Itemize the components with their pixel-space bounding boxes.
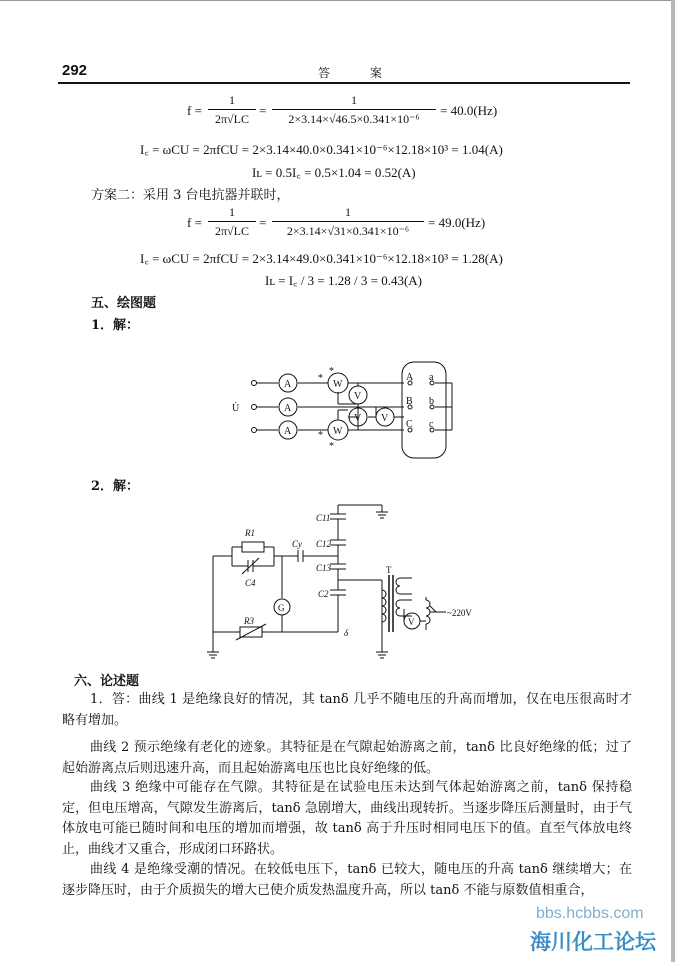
voltage-label: U̇ — [232, 403, 240, 414]
autotransformer-winding — [426, 600, 430, 624]
scheme2-f-frac2-num: 1 — [345, 205, 351, 219]
label-supply: ~220V — [447, 608, 472, 618]
label-cy: Cy — [292, 539, 302, 549]
polarity-mark: * — [329, 366, 334, 377]
paragraph-1: 1．答：曲线 1 是绝缘良好的情况，其 tanδ 几乎不随电压的升高而增加，仅在电压很高时才略有增加。 — [62, 692, 632, 728]
running-title: 答 案 — [318, 66, 400, 80]
section5-q2-label: 2．解： — [91, 479, 140, 494]
watermark-url: bbs.hcbbs.com — [536, 905, 644, 922]
resistor-r1 — [242, 542, 264, 552]
voltmeter-label: V — [354, 391, 362, 402]
section5-q1-label: 1．解： — [91, 318, 140, 333]
terminal-label-lower: c — [429, 419, 434, 430]
label-g: G — [278, 603, 285, 613]
label-v: V — [408, 617, 415, 627]
wattmeter-label: W — [333, 379, 343, 390]
label-r1: R1 — [245, 528, 255, 538]
polarity-mark: * — [329, 441, 334, 452]
scheme1-f-lhs: f = — [187, 103, 202, 118]
terminal-label-upper: A — [406, 372, 414, 383]
scheme1-f-frac1-den: 2π√LC — [215, 112, 249, 126]
section5-heading: 五、绘图题 — [91, 296, 157, 311]
scheme1-f-frac1-num: 1 — [229, 93, 235, 107]
label-delta: δ — [344, 628, 349, 638]
section6-heading: 六、论述题 — [74, 674, 140, 689]
label-c13: C13 — [316, 563, 332, 573]
scheme2-ic-equation: I꜀ = ωCU = 2πfCU = 2×3.14×49.0×0.341×10⁻⁶×12.18×10³ = 1.28(A) — [140, 251, 503, 266]
label-r3: R3 — [244, 616, 254, 626]
scheme1-il-equation: Iʟ = 0.5I꜀ = 0.5×1.04 = 0.52(A) — [252, 165, 416, 180]
scheme1-f-frac2-den: 2×3.14×√46.5×0.341×10⁻⁶ — [288, 112, 420, 126]
voltmeter-label: V — [354, 413, 362, 424]
equals-sign: = — [259, 103, 267, 118]
ammeter-label: A — [284, 379, 292, 390]
scheme2-f-lhs: f = — [187, 215, 202, 230]
scheme2-title: 方案二：采用 3 台电抗器并联时， — [91, 188, 290, 203]
polarity-mark: * — [318, 373, 323, 384]
equals-sign: = — [259, 215, 267, 230]
wattmeter-label: W — [333, 426, 343, 437]
page-number: 292 — [62, 62, 88, 79]
label-c2: C2 — [318, 589, 329, 599]
label-c4: C4 — [245, 578, 256, 588]
label-c11: C11 — [316, 513, 331, 523]
scheme2-il-equation: Iʟ = I꜀ / 3 = 1.28 / 3 = 0.43(A) — [265, 273, 423, 288]
scheme2-f-frac1-num: 1 — [229, 205, 235, 219]
ammeter-label: A — [284, 403, 292, 414]
scheme1-f-frac2-num: 1 — [351, 93, 357, 107]
scheme2-f-frac1-den: 2π√LC — [215, 224, 249, 238]
voltmeter-label: V — [381, 413, 389, 424]
polarity-mark: * — [318, 430, 323, 441]
paragraph-3: 曲线 3 绝缘中可能存在气隙。其特征是在试验电压未达到气体起始游离之前，tanδ 保持稳定，但电压增高，气隙发生游离后，tanδ 急剧增大，曲线出现转折。当逐步降压后测量时，由于气体放电可能已随时间和电压的增加而增强，故 tanδ 高于升压时相同电压下的值。直至气体放电终止，曲线才又重合，形成闭口环路状。 — [62, 780, 632, 857]
terminal-label-upper: C — [406, 419, 413, 430]
transformer-winding — [396, 578, 400, 594]
transformer-winding — [396, 600, 400, 616]
scheme1-f-result: = 40.0(Hz) — [440, 103, 498, 118]
scheme2-f-result: = 49.0(Hz) — [428, 215, 486, 230]
scheme1-ic-equation: I꜀ = ωCU = 2πfCU = 2×3.14×40.0×0.341×10⁻⁶×12.18×10³ = 1.04(A) — [140, 142, 503, 157]
watermark-name: 海川化工论坛 — [530, 930, 656, 954]
label-c12: C12 — [316, 539, 332, 549]
scheme2-f-frac2-den: 2×3.14×√31×0.341×10⁻⁶ — [286, 224, 410, 238]
terminal-label-lower: b — [429, 396, 434, 407]
label-t: T — [386, 565, 392, 575]
paragraph-4: 曲线 4 是绝缘受潮的情况。在较低电压下，tanδ 已较大，随电压的升高 tanδ 继续增大；在逐步降压时，由于介质损失的增大已使介质发热温度升高，所以 tanδ 不能与原数值相重合， — [62, 862, 632, 898]
ammeter-label: A — [284, 426, 292, 437]
terminal-label-lower: a — [429, 372, 434, 383]
paragraph-2: 曲线 2 预示绝缘有老化的迹象。其特征是在气隙起始游离之前，tanδ 比良好绝缘的低；过了起始游离点后则迅速升高，而且起始游离电压也比良好绝缘的低。 — [62, 740, 632, 776]
terminal-label-upper: B — [406, 396, 413, 407]
transformer-hv-winding — [382, 590, 386, 622]
